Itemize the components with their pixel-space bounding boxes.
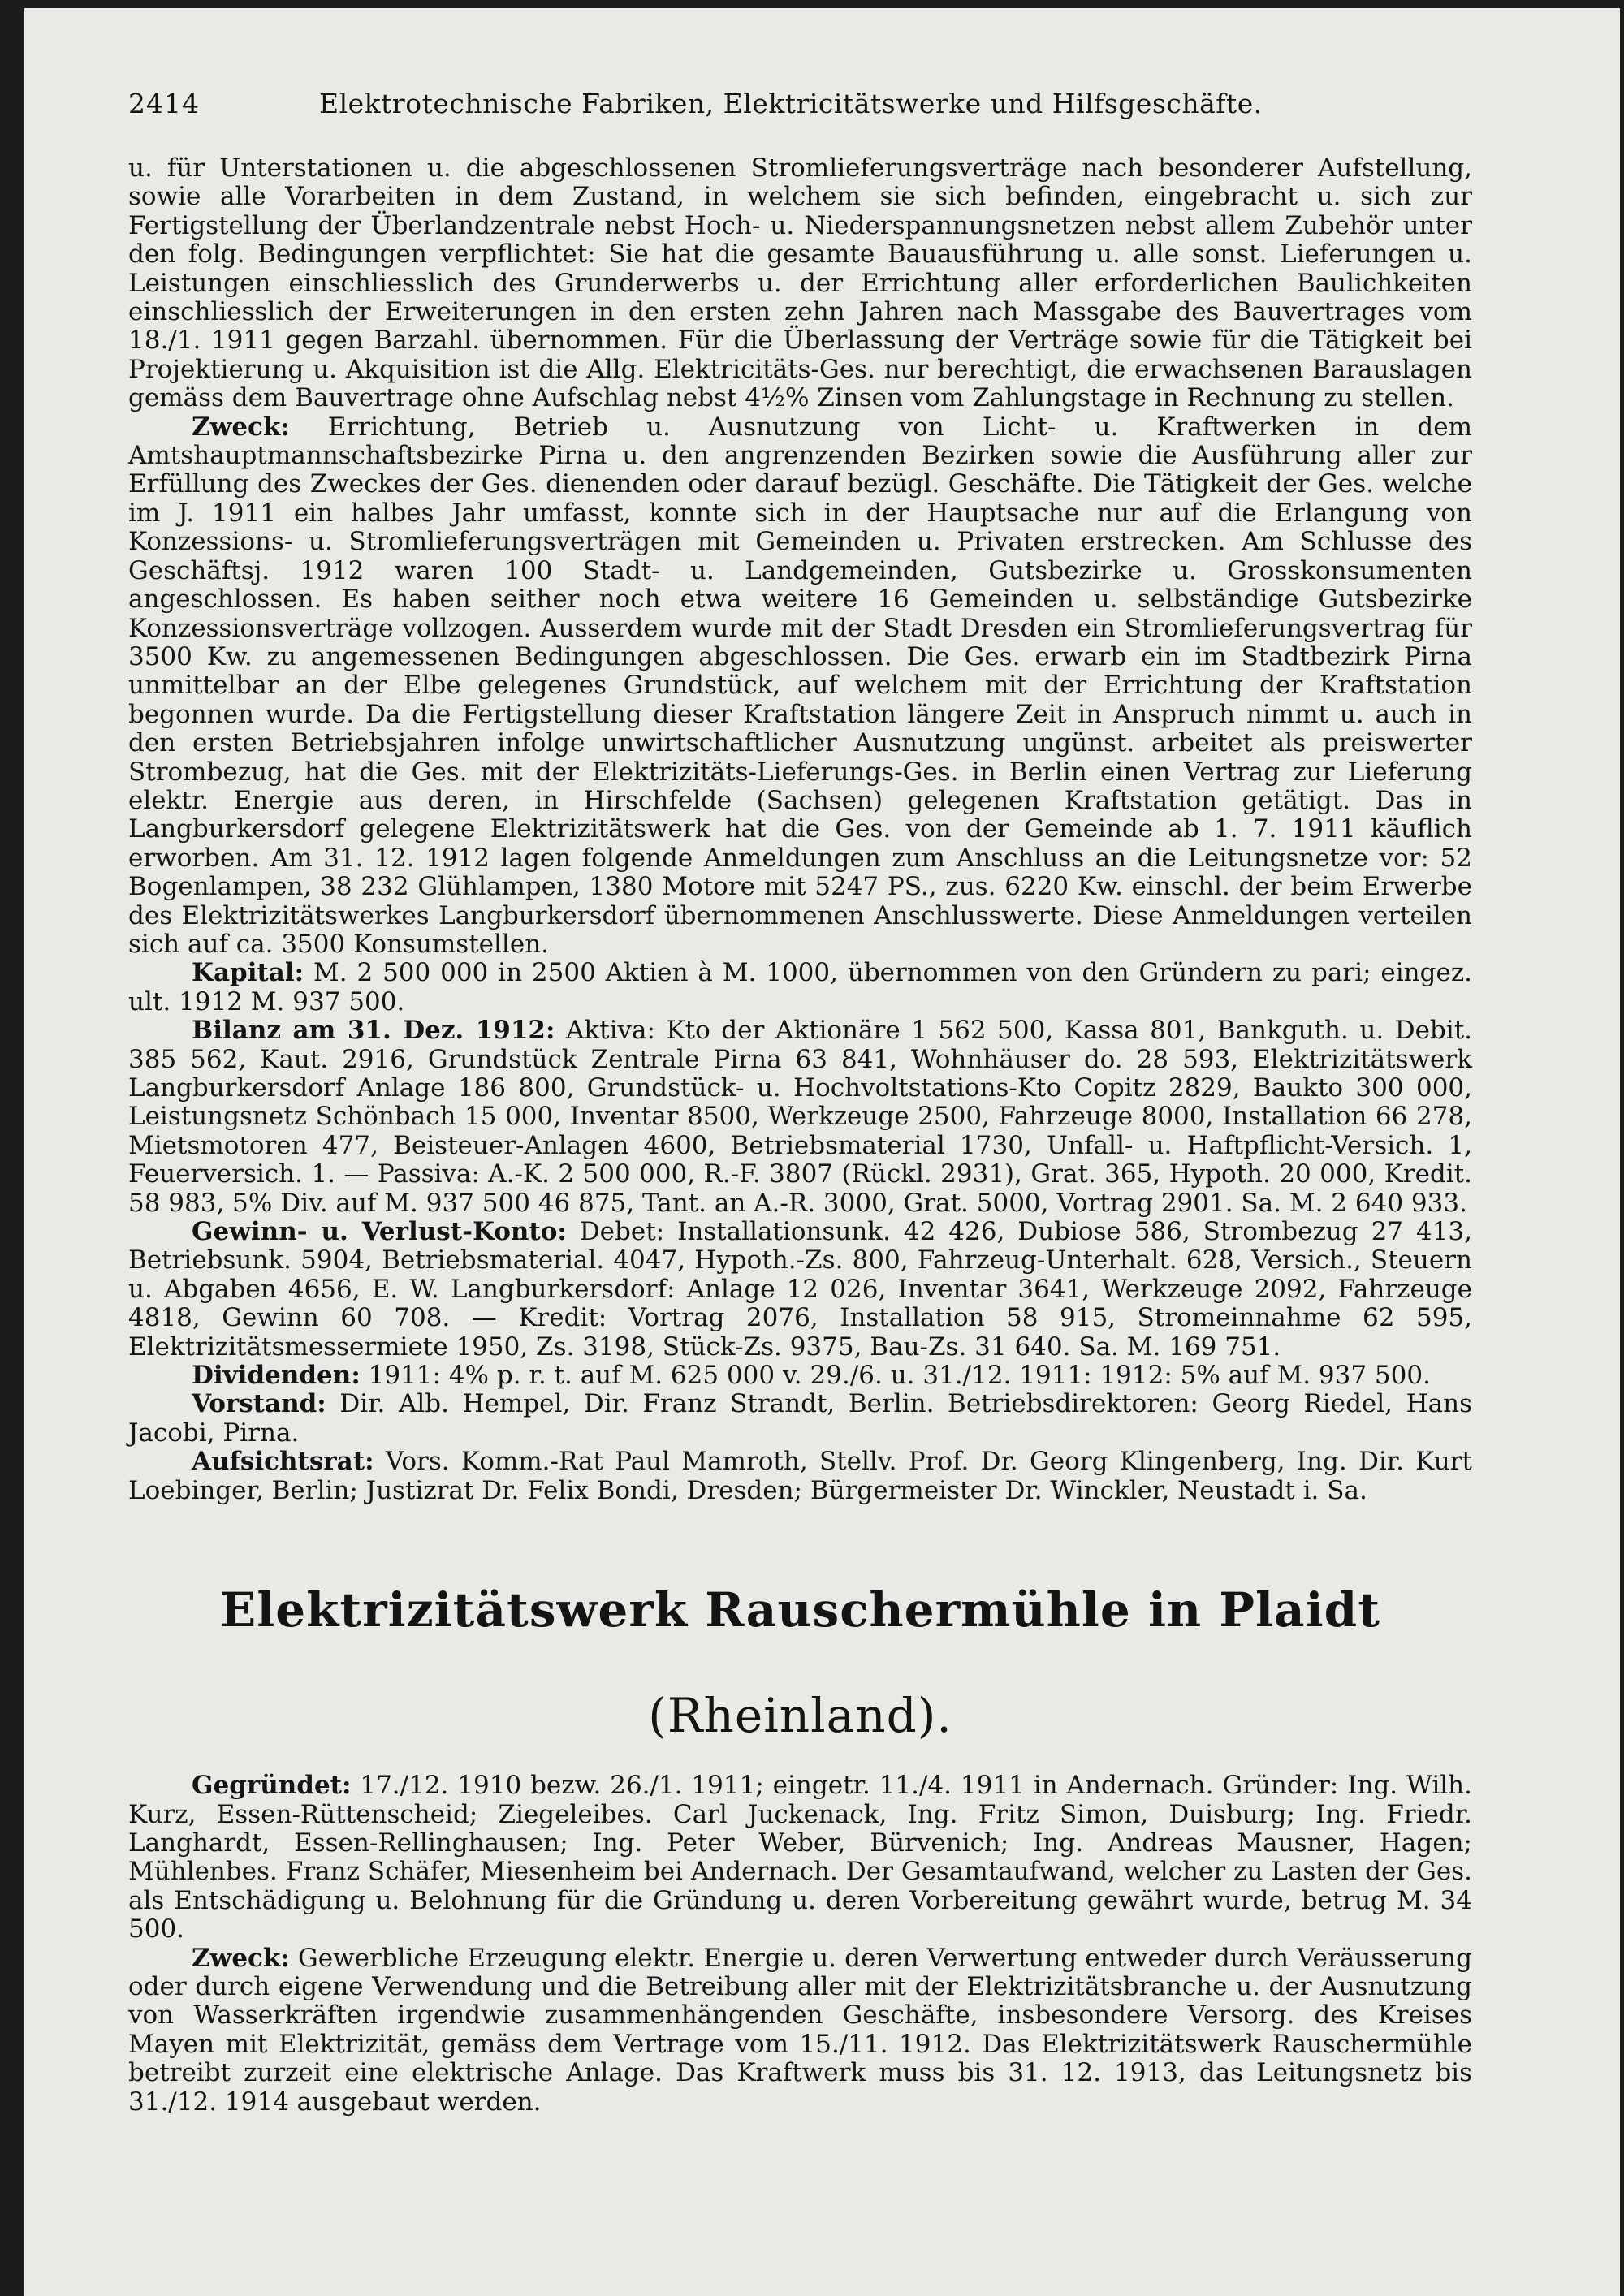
entry1-gewinn-text: Debet: Installationsunk. 42 426, Dubiose 586, Strombezug 27 413, Betriebsunk. 5904, Betriebsmaterial. 4047, Hypoth.-Zs. 800, Fahrzeug-Unterhalt. 628, Versich., Steuern u. Abgaben 4656, E. W. Langburkersdorf: Anlage 12 026, Inventar 3641, Werkzeuge 2092, Fahrzeuge 4818, Gewinn 60 708. — Kredit: Vortrag 2076, Installation 58 915, Stromeinnahme 62 595, Elektrizitätsmessermiete 1950, Zs. 3198, Stück-Zs. 9375, Bau-Zs. 31 640. Sa. M. 169 751.	[128, 1217, 1472, 1362]
entry1-dividenden-label: Dividenden:	[192, 1361, 361, 1391]
page-body	[128, 154, 1472, 2117]
entry2-gegruendet-paragraph	[128, 1772, 1472, 1944]
entry1-kapital-label: Kapital:	[192, 958, 304, 988]
entry1-zweck-text: Errichtung, Betrieb u. Ausnutzung von Licht- u. Kraftwerken in dem Amtshauptmannschaftsbezirke Pirna u. den angrenzenden Bezirken sowie die Ausführung aller zur Erfüllung des Zweckes der Ges. dienenden oder darauf bezügl. Geschäfte. Die Tätigkeit der Ges. welche im J. 1911 ein halbes Jahr umfasst, konnte sich in der Hauptsache nur auf die Erlangung von Konzessions- u. Stromlieferungsverträgen mit Gemeinden u. Privaten erstrecken. Am Schlusse des Geschäftsj. 1912 waren 100 Stadt- u. Landgemeinden, Gutsbezirke u. Grosskonsumenten angeschlossen. Es haben seither noch etwa weitere 16 Gemeinden u. selbständige Gutsbezirke Konzessionsverträge vollzogen. Ausserdem wurde mit der Stadt Dresden ein Stromlieferungsvertrag für 3500 Kw. zu angemessenen Bedingungen abgeschlossen. Die Ges. erwarb ein im Stadtbezirk Pirna unmittelbar an der Elbe gelegenes Grundstück, auf welchem mit der Errichtung der Kraftstation begonnen wurde. Da die Fertigstellung dieser Kraftstation längere Zeit in Anspruch nimmt u. auch in den ersten Betriebsjahren infolge unwirtschaftlicher Ausnutzung ungünst. arbeitet als preiswerter Strombezug, hat die Ges. mit der Elektrizitäts-Lieferungs-Ges. in Berlin einen Vertrag zur Lieferung elektr. Energie aus deren, in Hirschfelde (Sachsen) gelegenen Kraftstation getätigt. Das in Langburkersdorf gelegene Elektrizitätswerk hat die Ges. von der Gemeinde ab 1. 7. 1911 käuflich erworben. Am 31. 12. 1912 lagen folgende Anmeldungen zum Anschluss an die Leitungsnetze vor: 52 Bogenlampen, 38 232 Glühlampen, 1380 Motore mit 5247 PS., zus. 6220 Kw. einschl. der beim Erwerbe des Elektrizitätswerkes Langburkersdorf übernommenen Anschlusswerte. Diese Anmeldungen verteilen sich auf ca. 3500 Konsumstellen.	[128, 412, 1472, 959]
entry2-zweck-paragraph	[128, 1944, 1472, 2117]
entry1-zweck-paragraph	[128, 413, 1472, 960]
entry2-gegruendet-label: Gegründet:	[192, 1771, 352, 1801]
entry1-aufsichtsrat-label: Aufsichtsrat:	[192, 1447, 374, 1477]
entry2-gegruendet-text: 17./12. 1910 bezw. 26./1. 1911; eingetr. 11./4. 1911 in Andernach. Gründer: Ing. Wilh. Kurz, Essen-Rüttenscheid; Ziegeleibes. Carl Juckenack, Ing. Fritz Simon, Duisburg; Ing. Friedr. Langhardt, Essen-Rellinghausen; Ing. Peter Weber, Bürvenich; Ing. Andreas Mausner, Hagen; Mühlenbes. Franz Schäfer, Miesenheim bei Andernach. Der Gesamtaufwand, welcher zu Lasten der Ges. als Entschädigung u. Belohnung für die Gründung u. deren Vorbereitung gewährt wurde, betrug M. 34 500.	[128, 1771, 1472, 1944]
entry2-zweck-label: Zweck:	[192, 1943, 290, 1973]
entry1-kapital-paragraph	[128, 959, 1472, 1016]
entry1-bilanz-text: Aktiva: Kto der Aktionäre 1 562 500, Kassa 801, Bankguth. u. Debit. 385 562, Kaut. 2916, Grundstück Zentrale Pirna 63 841, Wohnhäuser do. 28 593, Elektrizitätswerk Langburkersdorf Anlage 186 800, Grundstück- u. Hochvoltstations-Kto Copitz 2829, Baukto 300 000, Leistungsnetz Schönbach 15 000, Inventar 8500, Werkzeuge 2500, Fahrzeuge 8000, Installation 66 278, Mietsmotoren 477, Beisteuer-Anlagen 4600, Betriebsmaterial 1730, Unfall- u. Haftpflicht-Versich. 1, Feuerversich. 1. — Passiva: A.-K. 2 500 000, R.-F. 3807 (Rückl. 2931), Grat. 365, Hypoth. 20 000, Kredit. 58 983, 5% Div. auf M. 937 500 46 875, Tant. an A.-R. 3000, Grat. 5000, Vortrag 2901. Sa. M. 2 640 933.	[128, 1016, 1472, 1218]
entry1-zweck-label: Zweck:	[192, 412, 290, 442]
entry1-kapital-text: M. 2 500 000 in 2500 Aktien à M. 1000, übernommen von den Gründern zu pari; eingez. ult. 1912 M. 937 500.	[128, 958, 1473, 1016]
entry1-bilanz-label: Bilanz am 31. Dez. 1912:	[192, 1016, 555, 1046]
entry1-aufsichtsrat-text: Vors. Komm.-Rat Paul Mamroth, Stellv. Prof. Dr. Georg Klingenberg, Ing. Dir. Kurt Loebinger, Berlin; Justizrat Dr. Felix Bondi, Dresden; Bürgermeister Dr. Winckler, Neustadt i. Sa.	[128, 1447, 1473, 1505]
running-header	[128, 80, 1468, 128]
entry2-company-title	[128, 1557, 1472, 1768]
entry1-aufsichtsrat-paragraph	[128, 1448, 1472, 1505]
entry1-gewinn-label: Gewinn- u. Verlust-Konto:	[192, 1217, 567, 1247]
entry1-intro-paragraph: u. für Unterstationen u. die abgeschlossenen Stromlieferungsverträge nach besonderer Aufstellung, sowie alle Vorarbeiten in dem Zustand, in welchem sie sich befinden, eingebracht u. sich zur Fertigstellung der Überlandzentrale nebst Hoch- u. Niederspannungsnetzen nebst allem Zubehör unter den folg. Bedingungen verpflichtet: Sie hat die gesamte Bauausführung u. alle sonst. Lieferungen u. Leistungen einschliesslich des Grunderwerbs u. der Errichtung aller erforderlichen Baulichkeiten einschliesslich der Erweiterungen in den ersten zehn Jahren nach Massgabe des Bauvertrages vom 18./1. 1911 gegen Barzahl. übernommen. Für die Überlassung der Verträge sowie für die Tätigkeit bei Projektierung u. Akquisition ist die Allg. Elektricitäts-Ges. nur berechtigt, die erwachsenen Barauslagen gemäss dem Bauvertrage ohne Aufschlag nebst 4½% Zinsen vom Zahlungstage in Rechnung zu stellen.	[128, 153, 1472, 413]
entry1-gewinn-paragraph	[128, 1218, 1472, 1362]
entry1-vorstand-paragraph	[128, 1390, 1472, 1448]
entry1-vorstand-text: Dir. Alb. Hempel, Dir. Franz Strandt, Berlin. Betriebsdirektoren: Georg Riedel, Hans Jacobi, Pirna.	[128, 1389, 1472, 1448]
entry2-company-name: Elektrizitätswerk Rauschermühle in Plaidt	[220, 1582, 1380, 1638]
entry1-bilanz-paragraph	[128, 1016, 1472, 1218]
page-number: 2414	[128, 88, 200, 119]
entry1-vorstand-label: Vorstand:	[192, 1389, 326, 1419]
entry1-dividenden-paragraph	[128, 1362, 1472, 1390]
running-title: Elektrotechnische Fabriken, Elektricitätswerke und Hilfsgeschäfte.	[319, 88, 1263, 119]
entry1-dividenden-text: 1911: 4% p. r. t. auf M. 625 000 v. 29./6. u. 31./12. 1911: 1912: 5% auf M. 937 500.	[368, 1361, 1431, 1391]
entry2-zweck-text: Gewerbliche Erzeugung elektr. Energie u. deren Verwertung entweder durch Veräusserung oder durch eigene Verwendung und die Betreibung aller mit der Elektrizitätsbranche u. der Ausnutzung von Wasserkräften irgendwie zusammenhängenden Geschäfte, insbesondere Versorg. des Kreises Mayen mit Elektrizität, gemäss dem Vertrage vom 15./11. 1912. Das Elektrizitätswerk Rauschermühle betreibt zurzeit eine elektrische Anlage. Das Kraftwerk muss bis 31. 12. 1913, das Leitungsnetz bis 31./12. 1914 ausgebaut werden.	[128, 1943, 1472, 2117]
entry2-location: (Rheinland).	[648, 1688, 952, 1744]
page	[24, 8, 1620, 2296]
